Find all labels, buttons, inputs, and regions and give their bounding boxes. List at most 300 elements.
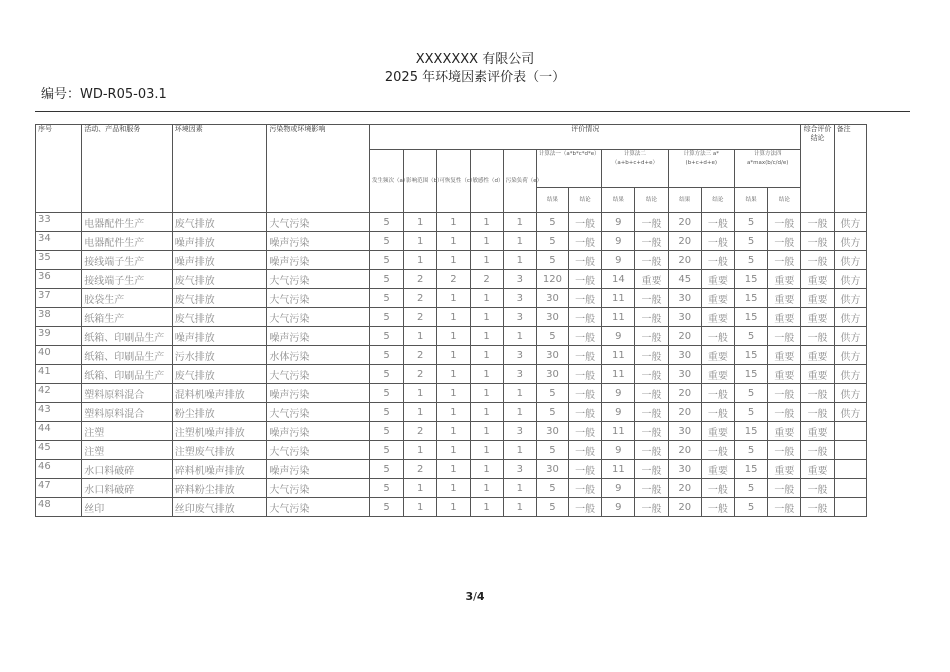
cell-no: 38 bbox=[36, 308, 82, 327]
table-row bbox=[36, 422, 867, 441]
col-activity-header: 活动、产品和服务 bbox=[82, 125, 173, 213]
cell-c4: 一般 bbox=[768, 498, 801, 517]
col-b-header: 影响范围（b） bbox=[404, 150, 437, 213]
cell-c1: 一般 bbox=[569, 251, 602, 270]
cell-c3: 重要 bbox=[701, 422, 734, 441]
cell-c4: 重要 bbox=[768, 365, 801, 384]
cell-r1: 30 bbox=[536, 289, 568, 308]
cell-activity: 电器配件生产 bbox=[82, 232, 173, 251]
cell-pollution: 大气污染 bbox=[267, 365, 370, 384]
cell-no: 37 bbox=[36, 289, 82, 308]
cell-r2: 11 bbox=[602, 365, 635, 384]
cell-factor: 噪声排放 bbox=[172, 232, 267, 251]
col-overall-header: 综合评价结论 bbox=[801, 125, 834, 213]
cell-e: 1 bbox=[503, 498, 536, 517]
cell-c: 1 bbox=[437, 346, 470, 365]
cell-d: 1 bbox=[470, 308, 503, 327]
cell-e: 3 bbox=[503, 365, 536, 384]
cell-overall: 重要 bbox=[801, 365, 834, 384]
cell-c4: 重要 bbox=[768, 460, 801, 479]
cell-activity: 塑料原料混合 bbox=[82, 403, 173, 422]
cell-pollution: 噪声污染 bbox=[267, 232, 370, 251]
cell-factor: 废气排放 bbox=[172, 365, 267, 384]
cell-r2: 11 bbox=[602, 422, 635, 441]
col-method2-header: 计算法二（a+b+c+d+e） bbox=[602, 150, 668, 188]
cell-c4: 重要 bbox=[768, 422, 801, 441]
cell-b: 2 bbox=[404, 270, 437, 289]
cell-factor: 噪声排放 bbox=[172, 327, 267, 346]
cell-c1: 一般 bbox=[569, 327, 602, 346]
cell-c3: 重要 bbox=[701, 270, 734, 289]
cell-overall: 重要 bbox=[801, 460, 834, 479]
header-divider bbox=[35, 111, 910, 112]
cell-c3: 一般 bbox=[701, 384, 734, 403]
cell-c: 1 bbox=[437, 479, 470, 498]
cell-c1: 一般 bbox=[569, 479, 602, 498]
cell-c2: 一般 bbox=[635, 232, 668, 251]
cell-remark: 供方 bbox=[834, 384, 866, 403]
cell-activity: 水口料破碎 bbox=[82, 479, 173, 498]
cell-c4: 一般 bbox=[768, 232, 801, 251]
cell-activity: 注塑 bbox=[82, 441, 173, 460]
cell-a: 5 bbox=[369, 289, 403, 308]
cell-c2: 一般 bbox=[635, 479, 668, 498]
cell-r2: 9 bbox=[602, 403, 635, 422]
col-no-header: 序号 bbox=[36, 125, 82, 213]
cell-b: 2 bbox=[404, 365, 437, 384]
cell-activity: 纸箱、印刷品生产 bbox=[82, 327, 173, 346]
cell-activity: 塑料原料混合 bbox=[82, 384, 173, 403]
cell-e: 3 bbox=[503, 346, 536, 365]
cell-pollution: 噪声污染 bbox=[267, 251, 370, 270]
cell-activity: 纸箱、印刷品生产 bbox=[82, 365, 173, 384]
cell-r3: 30 bbox=[668, 460, 701, 479]
col-remark-header: 备注 bbox=[834, 125, 866, 213]
cell-overall: 一般 bbox=[801, 403, 834, 422]
current-page: 3 bbox=[465, 590, 474, 603]
cell-c4: 一般 bbox=[768, 384, 801, 403]
cell-e: 1 bbox=[503, 251, 536, 270]
cell-overall: 重要 bbox=[801, 422, 834, 441]
cell-a: 5 bbox=[369, 251, 403, 270]
table-row bbox=[36, 270, 867, 289]
document-code: 编号：WD-R05-03.1 bbox=[41, 87, 167, 102]
cell-c1: 一般 bbox=[569, 384, 602, 403]
table-row bbox=[36, 365, 867, 384]
cell-e: 3 bbox=[503, 422, 536, 441]
cell-c: 1 bbox=[437, 308, 470, 327]
cell-c2: 一般 bbox=[635, 327, 668, 346]
cell-pollution: 噪声污染 bbox=[267, 327, 370, 346]
cell-c1: 一般 bbox=[569, 365, 602, 384]
table-row bbox=[36, 327, 867, 346]
cell-r3: 20 bbox=[668, 403, 701, 422]
cell-r4: 5 bbox=[735, 479, 768, 498]
cell-no: 43 bbox=[36, 403, 82, 422]
col-method1-header: 计算法一（a*b*c*d*e） bbox=[536, 150, 601, 188]
cell-pollution: 噪声污染 bbox=[267, 460, 370, 479]
cell-factor: 废气排放 bbox=[172, 308, 267, 327]
cell-remark: 供方 bbox=[834, 327, 866, 346]
cell-c3: 重要 bbox=[701, 365, 734, 384]
cell-remark: 供方 bbox=[834, 365, 866, 384]
cell-factor: 废气排放 bbox=[172, 270, 267, 289]
cell-c4: 一般 bbox=[768, 441, 801, 460]
col-factor-header: 环境因素 bbox=[172, 125, 267, 213]
cell-no: 40 bbox=[36, 346, 82, 365]
cell-r1: 5 bbox=[536, 327, 568, 346]
cell-remark: 供方 bbox=[834, 213, 866, 232]
cell-overall: 重要 bbox=[801, 346, 834, 365]
col-d-header: 敏感性（d） bbox=[470, 150, 503, 213]
cell-c3: 一般 bbox=[701, 441, 734, 460]
cell-no: 34 bbox=[36, 232, 82, 251]
cell-d: 1 bbox=[470, 346, 503, 365]
cell-overall: 一般 bbox=[801, 384, 834, 403]
col-conclusion3-header: 结论 bbox=[701, 188, 734, 213]
cell-remark bbox=[834, 460, 866, 479]
cell-no: 39 bbox=[36, 327, 82, 346]
cell-e: 1 bbox=[503, 327, 536, 346]
cell-pollution: 大气污染 bbox=[267, 498, 370, 517]
table-row bbox=[36, 346, 867, 365]
cell-no: 48 bbox=[36, 498, 82, 517]
cell-d: 1 bbox=[470, 441, 503, 460]
col-conclusion1-header: 结论 bbox=[569, 188, 602, 213]
cell-a: 5 bbox=[369, 270, 403, 289]
cell-r3: 20 bbox=[668, 498, 701, 517]
table-row bbox=[36, 441, 867, 460]
cell-e: 3 bbox=[503, 460, 536, 479]
cell-no: 42 bbox=[36, 384, 82, 403]
cell-c2: 一般 bbox=[635, 384, 668, 403]
cell-r2: 9 bbox=[602, 213, 635, 232]
cell-a: 5 bbox=[369, 232, 403, 251]
company-name: XXXXXXX 有限公司 bbox=[415, 52, 535, 67]
cell-d: 1 bbox=[470, 403, 503, 422]
cell-b: 1 bbox=[404, 498, 437, 517]
cell-c2: 一般 bbox=[635, 289, 668, 308]
cell-b: 1 bbox=[404, 213, 437, 232]
cell-c4: 重要 bbox=[768, 308, 801, 327]
cell-r2: 9 bbox=[602, 441, 635, 460]
cell-pollution: 水体污染 bbox=[267, 346, 370, 365]
cell-r4: 5 bbox=[735, 403, 768, 422]
col-method3-header: 计算方法三 a*(b+c+d+e) bbox=[668, 150, 734, 188]
cell-remark: 供方 bbox=[834, 403, 866, 422]
cell-r2: 14 bbox=[602, 270, 635, 289]
cell-no: 33 bbox=[36, 213, 82, 232]
cell-r2: 9 bbox=[602, 251, 635, 270]
cell-r4: 5 bbox=[735, 213, 768, 232]
cell-d: 1 bbox=[470, 498, 503, 517]
cell-c2: 一般 bbox=[635, 441, 668, 460]
col-conclusion2-header: 结论 bbox=[635, 188, 668, 213]
cell-r2: 9 bbox=[602, 479, 635, 498]
cell-b: 1 bbox=[404, 251, 437, 270]
cell-r4: 15 bbox=[735, 460, 768, 479]
cell-b: 1 bbox=[404, 232, 437, 251]
cell-no: 47 bbox=[36, 479, 82, 498]
cell-r1: 5 bbox=[536, 498, 568, 517]
cell-overall: 重要 bbox=[801, 308, 834, 327]
cell-r1: 5 bbox=[536, 479, 568, 498]
cell-r1: 30 bbox=[536, 422, 568, 441]
cell-overall: 一般 bbox=[801, 498, 834, 517]
cell-c2: 一般 bbox=[635, 213, 668, 232]
table-row bbox=[36, 460, 867, 479]
cell-a: 5 bbox=[369, 308, 403, 327]
cell-c4: 一般 bbox=[768, 327, 801, 346]
cell-r3: 20 bbox=[668, 232, 701, 251]
cell-remark: 供方 bbox=[834, 251, 866, 270]
cell-d: 1 bbox=[470, 327, 503, 346]
cell-d: 1 bbox=[470, 213, 503, 232]
cell-overall: 重要 bbox=[801, 270, 834, 289]
col-c-header: 可恢复性（c） bbox=[437, 150, 470, 213]
cell-a: 5 bbox=[369, 441, 403, 460]
cell-activity: 接线端子生产 bbox=[82, 270, 173, 289]
cell-d: 1 bbox=[470, 232, 503, 251]
cell-c4: 一般 bbox=[768, 213, 801, 232]
cell-no: 45 bbox=[36, 441, 82, 460]
cell-r4: 15 bbox=[735, 346, 768, 365]
cell-a: 5 bbox=[369, 346, 403, 365]
cell-c4: 重要 bbox=[768, 346, 801, 365]
cell-c: 1 bbox=[437, 384, 470, 403]
cell-remark: 供方 bbox=[834, 308, 866, 327]
cell-remark bbox=[834, 498, 866, 517]
cell-remark: 供方 bbox=[834, 270, 866, 289]
cell-factor: 粉尘排放 bbox=[172, 403, 267, 422]
cell-r1: 5 bbox=[536, 403, 568, 422]
cell-pollution: 大气污染 bbox=[267, 270, 370, 289]
cell-no: 41 bbox=[36, 365, 82, 384]
cell-factor: 碎料粉尘排放 bbox=[172, 479, 267, 498]
cell-factor: 废气排放 bbox=[172, 289, 267, 308]
cell-r2: 9 bbox=[602, 327, 635, 346]
cell-c: 1 bbox=[437, 213, 470, 232]
cell-overall: 重要 bbox=[801, 289, 834, 308]
cell-activity: 胶袋生产 bbox=[82, 289, 173, 308]
cell-c3: 一般 bbox=[701, 251, 734, 270]
cell-r3: 20 bbox=[668, 213, 701, 232]
cell-c: 1 bbox=[437, 365, 470, 384]
cell-c2: 一般 bbox=[635, 403, 668, 422]
cell-a: 5 bbox=[369, 327, 403, 346]
cell-e: 1 bbox=[503, 213, 536, 232]
cell-r3: 20 bbox=[668, 327, 701, 346]
table-row bbox=[36, 289, 867, 308]
cell-c2: 一般 bbox=[635, 346, 668, 365]
cell-r4: 5 bbox=[735, 384, 768, 403]
cell-c1: 一般 bbox=[569, 422, 602, 441]
cell-e: 1 bbox=[503, 384, 536, 403]
cell-b: 2 bbox=[404, 289, 437, 308]
cell-r2: 11 bbox=[602, 308, 635, 327]
cell-c3: 一般 bbox=[701, 498, 734, 517]
cell-c: 2 bbox=[437, 270, 470, 289]
col-pollution-header: 污染物或环境影响 bbox=[267, 125, 370, 213]
cell-r1: 5 bbox=[536, 384, 568, 403]
cell-c2: 一般 bbox=[635, 308, 668, 327]
cell-r3: 30 bbox=[668, 289, 701, 308]
cell-remark: 供方 bbox=[834, 289, 866, 308]
cell-c: 1 bbox=[437, 498, 470, 517]
cell-a: 5 bbox=[369, 365, 403, 384]
cell-e: 1 bbox=[503, 403, 536, 422]
table-row bbox=[36, 232, 867, 251]
cell-r3: 20 bbox=[668, 479, 701, 498]
cell-c3: 重要 bbox=[701, 460, 734, 479]
cell-pollution: 大气污染 bbox=[267, 213, 370, 232]
cell-r2: 11 bbox=[602, 289, 635, 308]
cell-c2: 一般 bbox=[635, 460, 668, 479]
cell-factor: 噪声排放 bbox=[172, 251, 267, 270]
cell-a: 5 bbox=[369, 422, 403, 441]
cell-r4: 5 bbox=[735, 251, 768, 270]
cell-c: 1 bbox=[437, 441, 470, 460]
cell-no: 46 bbox=[36, 460, 82, 479]
cell-c2: 一般 bbox=[635, 498, 668, 517]
cell-r3: 30 bbox=[668, 346, 701, 365]
cell-r4: 15 bbox=[735, 365, 768, 384]
cell-c2: 重要 bbox=[635, 270, 668, 289]
cell-r3: 20 bbox=[668, 384, 701, 403]
cell-b: 2 bbox=[404, 308, 437, 327]
cell-c: 1 bbox=[437, 289, 470, 308]
cell-factor: 丝印废气排放 bbox=[172, 498, 267, 517]
cell-r4: 15 bbox=[735, 422, 768, 441]
cell-r1: 30 bbox=[536, 460, 568, 479]
cell-d: 1 bbox=[470, 289, 503, 308]
cell-c3: 重要 bbox=[701, 346, 734, 365]
cell-r3: 30 bbox=[668, 422, 701, 441]
cell-overall: 一般 bbox=[801, 213, 834, 232]
table-row bbox=[36, 384, 867, 403]
cell-c1: 一般 bbox=[569, 289, 602, 308]
cell-b: 1 bbox=[404, 403, 437, 422]
document-title: 2025 年环境因素评价表（一） bbox=[384, 70, 566, 85]
cell-activity: 电器配件生产 bbox=[82, 213, 173, 232]
cell-factor: 注塑废气排放 bbox=[172, 441, 267, 460]
cell-c4: 一般 bbox=[768, 479, 801, 498]
cell-c3: 一般 bbox=[701, 232, 734, 251]
cell-c4: 一般 bbox=[768, 403, 801, 422]
cell-e: 1 bbox=[503, 479, 536, 498]
cell-r3: 45 bbox=[668, 270, 701, 289]
cell-d: 1 bbox=[470, 422, 503, 441]
cell-activity: 接线端子生产 bbox=[82, 251, 173, 270]
cell-c: 1 bbox=[437, 460, 470, 479]
cell-no: 36 bbox=[36, 270, 82, 289]
cell-activity: 纸箱、印刷品生产 bbox=[82, 346, 173, 365]
cell-d: 1 bbox=[470, 365, 503, 384]
col-conclusion4-header: 结论 bbox=[768, 188, 801, 213]
cell-remark: 供方 bbox=[834, 346, 866, 365]
cell-b: 2 bbox=[404, 346, 437, 365]
cell-c4: 一般 bbox=[768, 251, 801, 270]
cell-r2: 9 bbox=[602, 384, 635, 403]
cell-d: 2 bbox=[470, 270, 503, 289]
col-method4-header: 计算方法四 a*max(b/c/d/e) bbox=[735, 150, 801, 188]
cell-a: 5 bbox=[369, 460, 403, 479]
cell-r2: 11 bbox=[602, 460, 635, 479]
table-row bbox=[36, 251, 867, 270]
cell-b: 2 bbox=[404, 422, 437, 441]
cell-c: 1 bbox=[437, 327, 470, 346]
cell-c: 1 bbox=[437, 422, 470, 441]
cell-r4: 5 bbox=[735, 327, 768, 346]
cell-pollution: 噪声污染 bbox=[267, 384, 370, 403]
cell-r1: 30 bbox=[536, 365, 568, 384]
cell-factor: 废气排放 bbox=[172, 213, 267, 232]
cell-c1: 一般 bbox=[569, 403, 602, 422]
cell-overall: 一般 bbox=[801, 327, 834, 346]
cell-d: 1 bbox=[470, 479, 503, 498]
cell-r2: 9 bbox=[602, 498, 635, 517]
col-e-header: 污染负荷（e） bbox=[503, 150, 536, 213]
col-result4-header: 结果 bbox=[735, 188, 768, 213]
cell-e: 1 bbox=[503, 441, 536, 460]
cell-c3: 一般 bbox=[701, 479, 734, 498]
cell-activity: 注塑 bbox=[82, 422, 173, 441]
cell-d: 1 bbox=[470, 384, 503, 403]
table-row bbox=[36, 479, 867, 498]
cell-overall: 一般 bbox=[801, 251, 834, 270]
cell-c4: 重要 bbox=[768, 289, 801, 308]
cell-r3: 20 bbox=[668, 441, 701, 460]
cell-r1: 5 bbox=[536, 441, 568, 460]
cell-c: 1 bbox=[437, 232, 470, 251]
cell-r1: 120 bbox=[536, 270, 568, 289]
cell-d: 1 bbox=[470, 251, 503, 270]
cell-c3: 一般 bbox=[701, 327, 734, 346]
cell-r1: 30 bbox=[536, 346, 568, 365]
cell-r2: 9 bbox=[602, 232, 635, 251]
cell-r1: 5 bbox=[536, 213, 568, 232]
col-a-header: 发生频次（a） bbox=[369, 150, 403, 213]
cell-c1: 一般 bbox=[569, 232, 602, 251]
cell-c: 1 bbox=[437, 251, 470, 270]
cell-c1: 一般 bbox=[569, 308, 602, 327]
col-result2-header: 结果 bbox=[602, 188, 635, 213]
cell-a: 5 bbox=[369, 479, 403, 498]
evaluation-table bbox=[35, 124, 867, 517]
cell-activity: 纸箱生产 bbox=[82, 308, 173, 327]
cell-pollution: 大气污染 bbox=[267, 289, 370, 308]
cell-activity: 水口料破碎 bbox=[82, 460, 173, 479]
cell-r1: 30 bbox=[536, 308, 568, 327]
cell-c3: 重要 bbox=[701, 289, 734, 308]
col-result1-header: 结果 bbox=[536, 188, 568, 213]
cell-c1: 一般 bbox=[569, 213, 602, 232]
cell-c2: 一般 bbox=[635, 365, 668, 384]
cell-a: 5 bbox=[369, 498, 403, 517]
page-separator: / bbox=[473, 590, 477, 603]
cell-factor: 注塑机噪声排放 bbox=[172, 422, 267, 441]
col-result3-header: 结果 bbox=[668, 188, 701, 213]
cell-overall: 一般 bbox=[801, 441, 834, 460]
cell-factor: 污水排放 bbox=[172, 346, 267, 365]
table-row bbox=[36, 308, 867, 327]
cell-overall: 一般 bbox=[801, 479, 834, 498]
cell-remark bbox=[834, 422, 866, 441]
cell-a: 5 bbox=[369, 213, 403, 232]
cell-b: 1 bbox=[404, 384, 437, 403]
cell-c1: 一般 bbox=[569, 441, 602, 460]
cell-c3: 重要 bbox=[701, 308, 734, 327]
